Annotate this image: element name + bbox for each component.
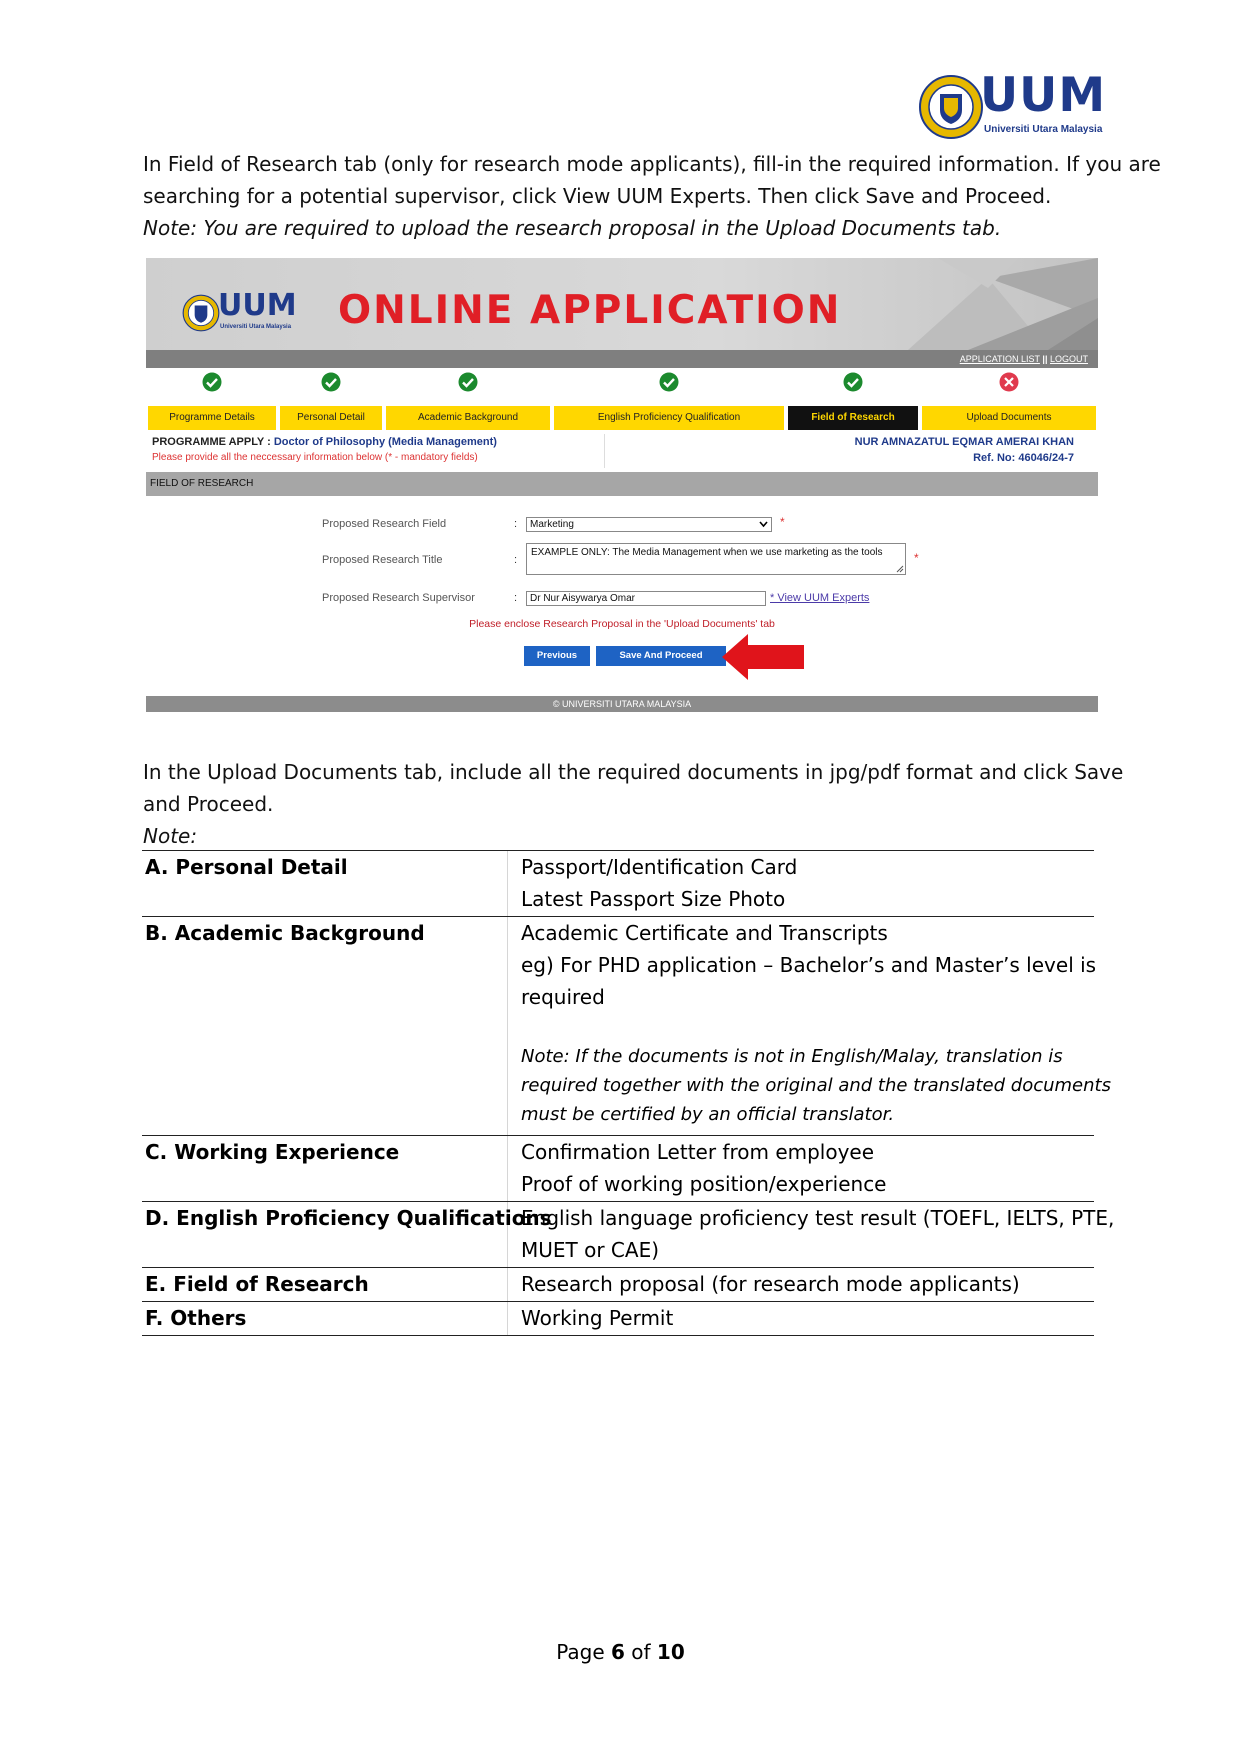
- top-nav-bar: [146, 350, 1098, 368]
- screenshot-footer: © UNIVERSITI UTARA MALAYSIA: [146, 696, 1098, 712]
- document-line: Proof of working position/experience: [521, 1172, 887, 1196]
- column-divider: [507, 1268, 508, 1301]
- online-application-screenshot: [144, 256, 1100, 714]
- research-supervisor-label: Proposed Research Supervisor: [322, 592, 475, 604]
- page-number: [0, 1640, 1241, 1664]
- intro-line-1: In Field of Research tab (only for research mode applicants), fill-in the required information. If you are: [143, 152, 1161, 176]
- research-field-select[interactable]: [526, 517, 772, 532]
- banner-logo: [182, 288, 306, 338]
- research-field-label: Proposed Research Field: [322, 518, 447, 530]
- chevron-down-icon: [759, 521, 768, 528]
- error-x-icon: [999, 372, 1019, 392]
- column-divider: [507, 851, 508, 916]
- banner-logo-sub: Universiti Utara Malaysia: [220, 324, 292, 330]
- row-documents: [521, 1302, 1094, 1334]
- row-documents: [521, 851, 1094, 915]
- check-icon: [321, 372, 341, 392]
- table-row: [142, 1135, 1094, 1201]
- row-section: E. Field of Research: [145, 1272, 369, 1296]
- banner-logo-word: UUM: [218, 288, 297, 323]
- uum-seal-icon: [182, 294, 220, 332]
- row-section: C. Working Experience: [145, 1140, 400, 1164]
- row-documents: [521, 1202, 1115, 1266]
- table-row: [142, 850, 1094, 916]
- red-arrow-icon: [722, 634, 804, 680]
- document-line: required: [521, 985, 605, 1009]
- page-current: 6: [611, 1640, 625, 1664]
- tab-label: Programme Details: [148, 406, 276, 430]
- check-icon: [458, 372, 478, 392]
- row-documents: [521, 1268, 1094, 1300]
- check-icon: [659, 372, 679, 392]
- logout-link[interactable]: LOGOUT: [1049, 354, 1088, 364]
- tab-personal-detail[interactable]: [278, 368, 384, 430]
- row-documents: [521, 1136, 1094, 1200]
- resize-handle-icon[interactable]: [896, 565, 904, 573]
- nav-separator: ||: [1042, 354, 1048, 364]
- page-of: of: [631, 1640, 651, 1664]
- research-title-value: EXAMPLE ONLY: The Media Management when we use marketing as the tools: [531, 547, 883, 558]
- previous-button[interactable]: Previous: [524, 646, 590, 666]
- document-line: Passport/Identification Card: [521, 855, 798, 879]
- tab-label: Academic Background: [386, 406, 550, 430]
- tab-label: English Proficiency Qualification: [554, 406, 784, 430]
- intro-note: Note: You are required to upload the research proposal in the Upload Documents tab.: [143, 216, 1002, 240]
- row-section: A. Personal Detail: [145, 855, 348, 879]
- table-row: [142, 1201, 1115, 1267]
- required-documents-table: [142, 850, 1115, 1336]
- enclose-proposal-note: Please enclose Research Proposal in the 'Upload Documents' tab: [469, 618, 775, 630]
- colon: :: [514, 554, 518, 566]
- document-line: Latest Passport Size Photo: [521, 887, 786, 911]
- document-line: Academic Certificate and Transcripts: [521, 921, 888, 945]
- column-divider: [507, 1136, 508, 1201]
- research-field-value: Marketing: [530, 519, 574, 530]
- tab-programme-details[interactable]: [146, 368, 278, 430]
- tab-english-proficiency[interactable]: [552, 368, 786, 430]
- row-section: B. Academic Background: [145, 921, 425, 945]
- document-line: MUET or CAE): [521, 1238, 660, 1262]
- reference-number: Ref. No: 46046/24-7: [973, 452, 1074, 464]
- tab-label: Personal Detail: [280, 406, 382, 430]
- translation-note-line: Note: If the documents is not in English/Malay, translation is: [521, 1046, 1063, 1067]
- required-mark: *: [914, 551, 919, 565]
- document-line: Confirmation Letter from employee: [521, 1140, 875, 1164]
- table-row: [142, 1301, 1094, 1336]
- programme-name: Doctor of Philosophy (Media Management): [273, 436, 497, 448]
- required-mark: *: [780, 515, 785, 529]
- translation-note-line: required together with the original and the translated documents: [521, 1075, 1111, 1096]
- tab-field-of-research[interactable]: [786, 368, 920, 430]
- save-and-proceed-button[interactable]: Save And Proceed: [596, 646, 726, 666]
- document-line: Research proposal (for research mode applicants): [521, 1272, 1020, 1296]
- intro-line-2: searching for a potential supervisor, click View UUM Experts. Then click Save and Proceed.: [143, 184, 1052, 208]
- tab-label: Field of Research: [788, 406, 918, 430]
- research-title-textarea[interactable]: [526, 543, 906, 575]
- divider: [604, 434, 605, 468]
- tab-label: Upload Documents: [922, 406, 1096, 430]
- mandatory-note: Please provide all the neccessary information below (* - mandatory fields): [152, 452, 478, 463]
- document-line: eg) For PHD application – Bachelor’s and Master’s level is: [521, 953, 1097, 977]
- page-prefix: Page: [556, 1640, 605, 1664]
- tab-academic-background[interactable]: [384, 368, 552, 430]
- uum-logo: [918, 68, 1107, 142]
- logo-subtitle: Universiti Utara Malaysia: [984, 124, 1103, 135]
- row-documents: [521, 917, 1111, 1129]
- application-list-link[interactable]: APPLICATION LIST: [959, 354, 1040, 364]
- research-supervisor-value: Dr Nur Aisywarya Omar: [530, 593, 636, 604]
- section-title: FIELD OF RESEARCH: [146, 472, 1098, 496]
- uum-seal-icon: [918, 74, 984, 140]
- tab-upload-documents[interactable]: [920, 368, 1098, 430]
- colon: :: [514, 592, 518, 604]
- application-banner: [146, 258, 1098, 350]
- column-divider: [507, 917, 508, 1135]
- programme-apply-label: PROGRAMME APPLY :: [152, 436, 271, 448]
- document-line: English language proficiency test result (TOEFL, IELTS, PTE,: [521, 1206, 1115, 1230]
- research-title-label: Proposed Research Title: [322, 554, 443, 566]
- translation-note-line: must be certified by an official translator.: [521, 1104, 895, 1125]
- upload-line-2: and Proceed.: [143, 792, 274, 816]
- applicant-name: NUR AMNAZATUL EQMAR AMERAI KHAN: [854, 436, 1074, 448]
- colon: :: [514, 518, 518, 530]
- banner-title: ONLINE APPLICATION: [338, 288, 842, 333]
- view-uum-experts-link[interactable]: * View UUM Experts: [770, 592, 870, 604]
- upload-note-label: Note:: [143, 824, 198, 848]
- step-tabs: [146, 368, 1098, 430]
- table-row: [142, 916, 1111, 1135]
- column-divider: [507, 1302, 508, 1335]
- programme-info: [146, 434, 1098, 468]
- row-section: F. Others: [145, 1306, 247, 1330]
- programme-apply-line: [152, 436, 497, 448]
- document-line: Working Permit: [521, 1306, 674, 1330]
- check-icon: [843, 372, 863, 392]
- row-section: D. English Proficiency Qualifications: [145, 1206, 552, 1230]
- page-total: 10: [656, 1640, 685, 1664]
- upload-line-1: In the Upload Documents tab, include all the required documents in jpg/pdf format and click Save: [143, 760, 1124, 784]
- research-supervisor-input[interactable]: [526, 591, 766, 606]
- table-row: [142, 1267, 1094, 1301]
- logo-wordmark: UUM: [980, 68, 1107, 123]
- banner-polygon-art: [848, 258, 1098, 350]
- check-icon: [202, 372, 222, 392]
